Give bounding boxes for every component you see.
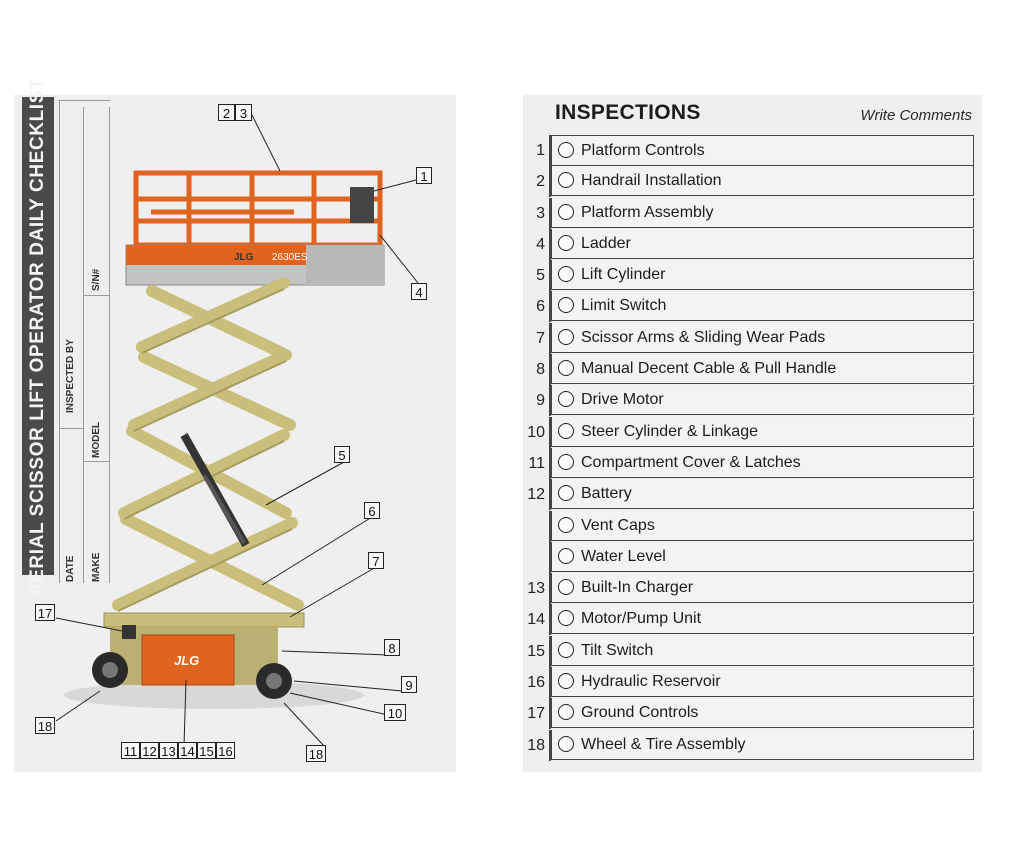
inspection-item-label: Limit Switch	[581, 297, 667, 315]
callout-2: 2	[218, 104, 235, 121]
platform-brand-text: JLG	[234, 252, 254, 263]
callout-4: 4	[411, 283, 427, 300]
inspection-row	[523, 448, 972, 479]
inspection-item-label: Handrail Installation	[581, 172, 722, 190]
inspection-check-radio[interactable]	[558, 235, 574, 251]
inspection-comment-cell[interactable]	[551, 636, 974, 666]
inspection-row	[523, 417, 972, 448]
inspection-check-radio[interactable]	[558, 485, 574, 501]
compartment-brand-text: JLG	[174, 653, 200, 668]
checklist-title: AERIAL SCISSOR LIFT OPERATOR DAILY CHECKLIST	[27, 77, 48, 597]
inspection-row	[523, 636, 972, 667]
inspection-item-label: Steer Cylinder & Linkage	[581, 422, 758, 440]
inspection-row-number: 1	[536, 142, 545, 159]
inspection-comment-cell[interactable]	[551, 479, 974, 509]
inspection-check-radio[interactable]	[558, 297, 574, 313]
inspection-comment-cell[interactable]	[551, 730, 974, 760]
inspection-check-radio[interactable]	[558, 142, 574, 158]
inspection-row	[523, 698, 972, 729]
inspection-check-radio[interactable]	[558, 423, 574, 439]
callout-18-front: 18	[35, 717, 55, 734]
inspection-item-label: Compartment Cover & Latches	[581, 453, 801, 471]
inspection-check-radio[interactable]	[558, 266, 574, 282]
inspection-item-label: Platform Assembly	[581, 203, 714, 221]
callout-5: 5	[334, 446, 350, 463]
inspection-row	[523, 511, 972, 542]
date-field-label: DATE	[65, 555, 76, 582]
inspection-item-label: Motor/Pump Unit	[581, 610, 702, 628]
inspection-comment-cell[interactable]	[551, 385, 974, 415]
serial-field-label: S/N#	[91, 268, 102, 291]
inspection-item-label: Tilt Switch	[581, 641, 654, 659]
inspected-by-field-label: INSPECTED BY	[65, 339, 76, 413]
inspection-check-radio[interactable]	[558, 673, 574, 689]
inspection-row	[523, 730, 972, 761]
inspection-comment-cell[interactable]	[551, 417, 974, 447]
inspection-row	[523, 135, 972, 166]
inspection-row-number	[523, 542, 545, 573]
inspection-check-radio[interactable]	[558, 172, 574, 188]
inspection-row-number: 6	[536, 298, 545, 316]
inspection-check-radio[interactable]	[558, 579, 574, 595]
lift-diagram-panel	[14, 77, 456, 772]
inspection-item-label: Manual Decent Cable & Pull Handle	[581, 360, 837, 378]
inspection-comment-cell[interactable]	[551, 448, 974, 478]
inspection-row	[523, 604, 972, 635]
inspection-comment-cell[interactable]	[551, 260, 974, 290]
inspection-row-number: 14	[527, 611, 545, 629]
inspection-row	[523, 385, 972, 416]
ground-control-box	[122, 625, 136, 639]
inspection-item-label: Platform Controls	[581, 142, 705, 159]
inspection-comment-cell[interactable]	[551, 667, 974, 697]
inspection-row-number	[523, 511, 545, 542]
inspection-check-radio[interactable]	[558, 360, 574, 376]
callout-12: 12	[140, 742, 159, 759]
make-field-label: MAKE	[91, 552, 102, 582]
inspection-check-radio[interactable]	[558, 391, 574, 407]
inspection-row-number: 2	[536, 173, 545, 191]
inspection-row-number: 17	[527, 705, 545, 723]
inspection-row-number: 18	[527, 736, 545, 754]
inspection-row	[523, 198, 972, 229]
inspection-comment-cell[interactable]	[551, 354, 974, 384]
inspection-check-radio[interactable]	[558, 548, 574, 564]
inspection-comment-cell[interactable]	[551, 511, 974, 541]
inspection-item-label: Ground Controls	[581, 704, 699, 722]
inspection-comment-cell[interactable]	[551, 698, 974, 728]
inspection-row	[523, 573, 972, 604]
model-field-label: MODEL	[91, 421, 102, 458]
callout-14: 14	[178, 742, 197, 759]
inspection-item-label: Vent Caps	[581, 516, 655, 534]
inspection-row-number: 4	[536, 235, 545, 253]
scissor-arms	[118, 283, 298, 605]
inspection-check-radio[interactable]	[558, 610, 574, 626]
write-comments-header: Write Comments	[860, 107, 972, 124]
callout-9: 9	[401, 676, 417, 693]
inspection-row	[523, 166, 972, 197]
inspection-comment-cell[interactable]	[551, 166, 974, 196]
front-wheel-hub	[102, 662, 118, 678]
chassis-top	[104, 613, 304, 627]
inspection-item-label: Drive Motor	[581, 391, 664, 409]
inspections-title: INSPECTIONS	[555, 101, 701, 124]
inspection-check-radio[interactable]	[558, 204, 574, 220]
platform-model-badge: 2630ES	[272, 252, 308, 263]
callout-11: 11	[121, 742, 140, 759]
inspection-item-label: Lift Cylinder	[581, 266, 666, 284]
inspection-row	[523, 542, 972, 573]
inspection-comment-cell[interactable]	[551, 229, 974, 259]
callout-6: 6	[364, 502, 380, 519]
callout-16: 16	[216, 742, 235, 759]
inspection-comment-cell[interactable]	[551, 604, 974, 634]
inspection-row-number: 13	[527, 580, 545, 598]
inspection-check-radio[interactable]	[558, 329, 574, 345]
callout-8: 8	[384, 639, 400, 656]
inspection-table	[523, 135, 972, 761]
callout-1: 1	[416, 167, 432, 184]
callout-3: 3	[235, 104, 252, 121]
platform-control-box	[350, 187, 374, 223]
inspection-row	[523, 354, 972, 385]
inspection-row-number: 7	[536, 329, 545, 347]
inspection-item-label: Built-In Charger	[581, 579, 694, 597]
inspection-item-label: Hydraulic Reservoir	[581, 673, 721, 691]
inspection-check-radio[interactable]	[558, 642, 574, 658]
inspection-row-number: 5	[536, 267, 545, 285]
inspection-comment-cell[interactable]	[551, 291, 974, 321]
inspection-row-number: 11	[528, 454, 545, 472]
inspection-row-number: 3	[536, 204, 545, 222]
inspections-panel	[523, 95, 982, 772]
inspection-comment-cell[interactable]	[551, 135, 974, 166]
inspection-row	[523, 291, 972, 322]
inspection-row-number: 10	[527, 423, 545, 441]
inspection-row	[523, 323, 972, 354]
inspection-row-number: 15	[527, 642, 545, 660]
inspection-comment-cell[interactable]	[551, 573, 974, 603]
platform-extension	[306, 245, 384, 285]
callout-10: 10	[384, 704, 406, 721]
callout-18-rear: 18	[306, 745, 326, 762]
inspection-row	[523, 229, 972, 260]
callout-17: 17	[35, 604, 55, 621]
callout-7: 7	[368, 552, 384, 569]
scissor-lift-illustration	[14, 95, 456, 772]
inspection-comment-cell[interactable]	[551, 198, 974, 228]
inspection-check-radio[interactable]	[558, 704, 574, 720]
inspection-item-label: Water Level	[581, 547, 666, 565]
rear-wheel-hub	[266, 673, 282, 689]
inspection-item-label: Battery	[581, 485, 632, 503]
inspection-comment-cell[interactable]	[551, 323, 974, 353]
inspection-check-radio[interactable]	[558, 736, 574, 752]
inspection-row-number: 8	[536, 361, 545, 379]
inspection-item-label: Ladder	[581, 234, 631, 252]
inspection-check-radio[interactable]	[558, 454, 574, 470]
callout-13: 13	[159, 742, 178, 759]
inspection-row	[523, 667, 972, 698]
platform-guardrail	[136, 173, 380, 245]
inspection-row-number: 9	[536, 392, 545, 410]
inspection-row	[523, 479, 972, 510]
inspection-item-label: Scissor Arms & Sliding Wear Pads	[581, 328, 826, 346]
inspection-row-number: 16	[527, 674, 545, 692]
inspection-comment-cell[interactable]	[551, 542, 974, 572]
callout-15: 15	[197, 742, 216, 759]
inspection-check-radio[interactable]	[558, 517, 574, 533]
inspection-row	[523, 260, 972, 291]
inspection-row-number: 12	[527, 486, 545, 504]
inspection-item-label: Wheel & Tire Assembly	[581, 735, 746, 753]
